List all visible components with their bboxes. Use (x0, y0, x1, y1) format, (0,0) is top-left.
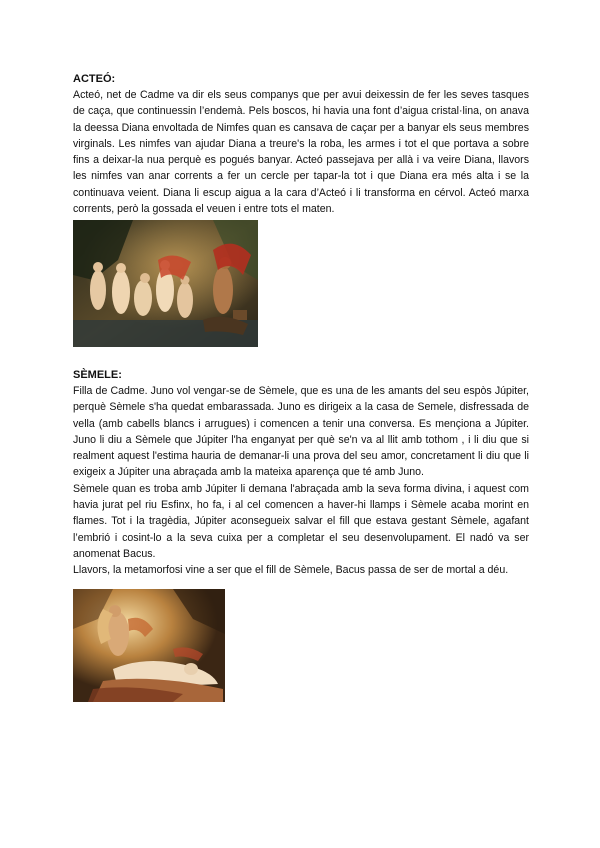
section-title-semele: SÈMELE: (73, 369, 122, 381)
painting-semele (73, 589, 225, 702)
painting-diana-acteo (73, 220, 258, 347)
section-acteo (73, 72, 529, 217)
section-title-acteo: ACTEÓ: (73, 73, 116, 85)
paragraph-acteo: Acteó, net de Cadme va dir els seus companys que per avui deixessin de fer les seves tasques de caça, que continuessin l’endemà. Pels boscos, hi havia una font d’aigua cristal·lina, on anava la deessa Diana envoltada de Nimfes quan es cansava de caçar per a banyar els seus membres virginals. Les nimfes van ajudar Diana a treure's la roba, les armes i tot el que portava a sobre fins a deixar-la nua perquè es pogués banyar. Acteó passejava per allà i va veire Diana, llavors les nimfes van anar corrents a fer un cercle per tapar-la tot i que Diana era més alta i se la continuava veient. Diana li escup aigua a la cara d’Acteó i li transforma en cérvol. Acteó marxa corrents, però la gossada el veuen i entre tots el maten. (73, 89, 529, 216)
painting-diana-acteo-art (73, 220, 258, 347)
paragraph-semele-1: Filla de Cadme. Juno vol vengar-se de Sèmele, que es una de les amants del seu espòs Júpiter, perquè Sèmele s'ha quedat embarassada. Juno es dirigeix a la casa de Semele, disfressada de vella (amb cabells blancs i arrugues) i comencen a tenir una conversa. Es mençiona a Júpiter. Juno li diu a Sèmele que Júpiter l'ha enganyat per què se'n va al llit amb tothom , i li diu que si realment aquest l'estima hauria de demanar-li una prova del seu amor, concretament li diu que li exigeix a Júpiter una abraçada amb la mateixa aparença que té amb Juno. (73, 385, 529, 479)
painting-semele-art (73, 589, 225, 702)
paragraph-semele-2: Sèmele quan es troba amb Júpiter li demana l'abraçada amb la seva forma divina, i aquest com havia jurat pel riu Esfinx, ho fa, i al cel comencen a haver-hi llamps i Sèmele acaba morint en flames. Tot i la tragèdia, Júpiter aconsegueix salvar el fill que estava gestant Sèmele, agafant l’embrió i cosint-lo a la seva cuixa per a completar el seu desenvolupament. El nadó va ser anomenat Bacus. (73, 482, 529, 560)
section-semele (73, 368, 529, 579)
paragraph-semele-3: Llavors, la metamorfosi vine a ser que el fill de Sèmele, Bacus passa de ser de mortal a déu. (73, 564, 509, 577)
